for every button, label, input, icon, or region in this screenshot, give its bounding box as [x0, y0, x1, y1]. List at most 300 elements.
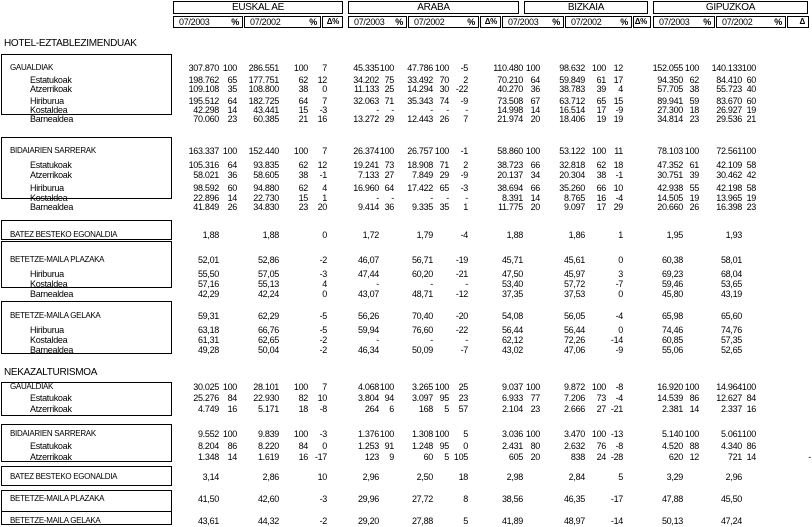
table-cell: 66,76 — [257, 325, 279, 335]
column-header-box — [173, 16, 243, 28]
table-cell: 10 — [317, 393, 327, 403]
table-cell: 4 — [322, 279, 327, 289]
table-cell: 29,20 — [357, 516, 379, 526]
table-cell: -12 — [455, 289, 468, 299]
table-cell: 1.253 — [357, 441, 379, 451]
percent-label: % — [309, 17, 317, 27]
table-cell: -2 — [319, 516, 327, 526]
table-cell: 29 — [439, 170, 449, 180]
table-cell: -3 — [460, 183, 468, 193]
table-cell: 64 — [298, 96, 308, 106]
table-cell: 108.800 — [248, 84, 279, 94]
table-cell: 21.974 — [497, 114, 523, 124]
table-cell: 64 — [227, 160, 237, 170]
table-cell: 100 — [379, 429, 394, 439]
table-cell: 100 — [741, 146, 756, 156]
table-cell: 100 — [684, 382, 699, 392]
table-cell: 62,29 — [257, 311, 279, 321]
table-cell: -8 — [615, 441, 623, 451]
table-cell: 16.960 — [353, 183, 379, 193]
table-cell: 1.308 — [411, 429, 433, 439]
table-cell: 30.462 — [716, 170, 742, 180]
table-cell: 54,08 — [501, 311, 523, 321]
table-cell: 1.619 — [257, 452, 279, 462]
table-cell: 40.270 — [497, 84, 523, 94]
table-cell: 9.872 — [563, 382, 585, 392]
table-cell: 26 — [689, 202, 699, 212]
group-title: GAUALDIAK — [10, 382, 54, 391]
region-header-euskal-ae: EUSKAL AE — [173, 1, 343, 14]
table-cell: 8 — [463, 494, 468, 504]
table-cell: 58.021 — [193, 170, 219, 180]
section-title: HOTEL-EZTABLEZIMENDUAK — [4, 38, 137, 49]
table-cell: 20 — [530, 202, 540, 212]
table-cell: -17 — [314, 452, 327, 462]
percent-label: % — [552, 17, 560, 27]
table-cell: 62 — [298, 75, 308, 85]
group-title: BETETZE-MAILA PLAZAKA — [10, 494, 105, 503]
table-cell: 14 — [530, 193, 540, 203]
table-cell: 59 — [689, 96, 699, 106]
table-cell: 55 — [689, 183, 699, 193]
table-cell: - — [430, 335, 433, 345]
table-cell: 23 — [458, 393, 468, 403]
table-cell: 1.348 — [197, 452, 219, 462]
table-cell: -21 — [610, 404, 623, 414]
table-cell: 66 — [596, 183, 606, 193]
table-cell: -1 — [319, 170, 327, 180]
table-cell: 2.666 — [563, 404, 585, 414]
table-cell: 76 — [596, 441, 606, 451]
table-cell: 12 — [317, 75, 327, 85]
table-cell: 39 — [596, 84, 606, 94]
table-cell: 55,06 — [661, 345, 683, 355]
table-cell: 84 — [746, 393, 756, 403]
table-cell: 63,18 — [197, 325, 219, 335]
table-cell: 61 — [689, 160, 699, 170]
table-cell: -22 — [455, 84, 468, 94]
table-cell: 46,35 — [563, 494, 585, 504]
table-cell: 89.941 — [657, 96, 683, 106]
table-cell: 60.385 — [253, 114, 279, 124]
table-cell: 42,60 — [257, 494, 279, 504]
table-cell: 38 — [298, 84, 308, 94]
table-cell: 16 — [746, 404, 756, 414]
row-label: Atzerrikoak — [30, 170, 72, 180]
table-cell: 13.272 — [353, 114, 379, 124]
table-cell: -4 — [615, 393, 623, 403]
table-cell: 1,88 — [262, 230, 279, 240]
table-cell: 73 — [596, 393, 606, 403]
table-cell: 1,72 — [362, 230, 379, 240]
table-cell: 64 — [530, 75, 540, 85]
table-cell: -19 — [455, 255, 468, 265]
table-cell: - — [465, 335, 468, 345]
percent-label: % — [774, 17, 782, 27]
table-cell: 17 — [596, 202, 606, 212]
group-box — [1, 241, 172, 288]
table-cell: -14 — [610, 335, 623, 345]
table-cell: - — [430, 105, 433, 115]
table-cell: 45,61 — [563, 255, 585, 265]
table-cell: 7 — [322, 63, 327, 73]
table-cell: 47.352 — [657, 160, 683, 170]
table-cell: 70 — [439, 75, 449, 85]
table-cell: 38 — [298, 170, 308, 180]
table-cell: 100 — [434, 146, 449, 156]
table-cell: - — [430, 279, 433, 289]
group-title: BETETZE-MAILA GELAKA — [10, 311, 101, 320]
period-label: 07/2003 — [508, 17, 539, 27]
table-cell: 23 — [746, 202, 756, 212]
table-cell: 2.381 — [661, 404, 683, 414]
group-title: BIDAIARIEN SARRERAK — [10, 146, 96, 155]
table-cell: 23 — [689, 114, 699, 124]
table-cell: 22.730 — [253, 193, 279, 203]
table-cell: 21 — [298, 114, 308, 124]
table-cell: 5.061 — [720, 429, 742, 439]
table-cell: 15 — [298, 105, 308, 115]
table-cell: 9.335 — [411, 202, 433, 212]
table-cell: 82 — [298, 393, 308, 403]
table-cell: 100 — [379, 63, 394, 73]
table-cell: 62 — [298, 160, 308, 170]
table-cell: 11.133 — [353, 84, 379, 94]
column-header-box — [322, 16, 343, 28]
table-cell: 34.202 — [353, 75, 379, 85]
table-cell: -5 — [319, 311, 327, 321]
table-cell: 14.998 — [497, 105, 523, 115]
table-cell: 43,19 — [720, 289, 742, 299]
table-cell: 152.440 — [248, 146, 279, 156]
table-cell: 35.260 — [559, 183, 585, 193]
table-cell: - — [391, 105, 394, 115]
table-cell: 27 — [384, 170, 394, 180]
table-cell: -14 — [610, 516, 623, 526]
table-cell: 620 — [668, 452, 683, 462]
table-cell: 100 — [525, 146, 540, 156]
table-cell: 80 — [530, 441, 540, 451]
table-cell: 34.830 — [253, 202, 279, 212]
table-cell: 28.101 — [253, 382, 279, 392]
table-cell: 105.316 — [188, 160, 219, 170]
percent-label: % — [620, 17, 628, 27]
table-cell: 12.627 — [716, 393, 742, 403]
row-label: Hiriburua — [30, 325, 64, 335]
delta-percent-label: Δ% — [326, 17, 339, 26]
table-cell: 9.552 — [197, 429, 219, 439]
table-cell: 41.849 — [193, 202, 219, 212]
table-cell: 57,05 — [257, 269, 279, 279]
table-cell: 9.097 — [563, 202, 585, 212]
table-cell: 43.441 — [253, 105, 279, 115]
table-cell: 60,85 — [661, 335, 683, 345]
column-header-box — [653, 16, 715, 28]
column-header-box — [408, 16, 479, 28]
table-cell: 88 — [689, 441, 699, 451]
table-cell: 26 — [439, 114, 449, 124]
table-cell: 48,71 — [411, 289, 433, 299]
table-cell: 163.337 — [188, 146, 219, 156]
table-cell: -28 — [610, 452, 623, 462]
table-cell: 11.775 — [497, 202, 523, 212]
table-cell: 14 — [689, 404, 699, 414]
table-cell: 50,04 — [257, 345, 279, 355]
table-cell: 16 — [596, 193, 606, 203]
table-cell: 100 — [525, 63, 540, 73]
table-cell: 100 — [741, 429, 756, 439]
table-cell: -21 — [455, 269, 468, 279]
table-cell: 58,01 — [720, 255, 742, 265]
table-cell: 100 — [591, 382, 606, 392]
table-cell: 38,56 — [501, 494, 523, 504]
table-cell: 47,50 — [501, 269, 523, 279]
table-cell: -9 — [615, 345, 623, 355]
table-cell: 36 — [227, 170, 237, 180]
table-cell: -17 — [610, 494, 623, 504]
table-cell: 47,44 — [357, 269, 379, 279]
table-cell: 56,44 — [501, 325, 523, 335]
table-cell: - — [376, 105, 379, 115]
table-cell: - — [391, 193, 394, 203]
table-cell: - — [465, 193, 468, 203]
group-title: BETETZE-MAILA PLAZAKA — [10, 255, 105, 264]
table-cell: 74,76 — [720, 325, 742, 335]
table-cell: - — [376, 279, 379, 289]
table-cell: 18 — [613, 160, 623, 170]
table-cell: 0 — [618, 289, 623, 299]
table-cell: 35 — [439, 202, 449, 212]
table-cell: -5 — [460, 63, 468, 73]
table-cell: 2,96 — [362, 472, 379, 482]
table-cell: 100 — [222, 382, 237, 392]
table-cell: 7 — [322, 146, 327, 156]
table-cell: 38.783 — [559, 84, 585, 94]
table-cell: 36 — [530, 84, 540, 94]
table-cell: 8.765 — [563, 193, 585, 203]
table-cell: 14.964 — [716, 382, 742, 392]
table-cell: 23 — [530, 404, 540, 414]
table-cell: 1,86 — [568, 230, 585, 240]
table-cell: 2,96 — [725, 472, 742, 482]
table-cell: 152.055 — [652, 63, 683, 73]
table-cell: 77 — [530, 393, 540, 403]
table-cell: 56,44 — [563, 325, 585, 335]
table-cell: 44,32 — [257, 516, 279, 526]
table-cell: 100 — [434, 429, 449, 439]
table-cell: 1.248 — [411, 441, 433, 451]
row-label: Barnealdea — [30, 114, 74, 124]
table-cell: 23 — [298, 202, 308, 212]
table-cell: 27 — [596, 404, 606, 414]
group-title: GAUALDIAK — [10, 63, 54, 72]
row-label: Kostaldea — [30, 193, 68, 203]
table-cell: 18.908 — [407, 160, 433, 170]
table-cell: 1 — [463, 202, 468, 212]
table-cell: 64 — [384, 183, 394, 193]
table-cell: 0 — [322, 230, 327, 240]
table-cell: 177.751 — [248, 75, 279, 85]
table-cell: 286.551 — [248, 63, 279, 73]
delta-percent-label: Δ% — [634, 17, 647, 26]
table-cell: 52,65 — [720, 345, 742, 355]
table-cell: -8 — [615, 382, 623, 392]
table-cell: 12 — [689, 452, 699, 462]
table-cell: 4.749 — [197, 404, 219, 414]
table-cell: 8.204 — [197, 441, 219, 451]
table-cell: - — [446, 193, 449, 203]
table-cell: 64 — [227, 96, 237, 106]
table-cell: 59.849 — [559, 75, 585, 85]
column-header-box — [565, 16, 632, 28]
table-cell: 14 — [530, 105, 540, 115]
table-cell: 83.670 — [716, 96, 742, 106]
table-cell: 86 — [227, 441, 237, 451]
table-cell: 7 — [322, 382, 327, 392]
table-cell: 94 — [384, 393, 394, 403]
table-cell: 5 — [463, 516, 468, 526]
table-cell: - — [465, 105, 468, 115]
table-cell: - — [446, 105, 449, 115]
table-cell: 17.422 — [407, 183, 433, 193]
table-cell: 0 — [618, 325, 623, 335]
table-cell: 20 — [317, 202, 327, 212]
table-cell: 47.786 — [407, 63, 433, 73]
table-cell: 1 — [322, 193, 327, 203]
table-cell: 7.206 — [563, 393, 585, 403]
table-cell: 100 — [379, 146, 394, 156]
table-cell: 55,50 — [197, 269, 219, 279]
row-label: Atzerrikoak — [30, 404, 72, 414]
table-cell: 70.060 — [193, 114, 219, 124]
period-label: 07/2002 — [414, 17, 445, 27]
table-cell: 838 — [570, 452, 585, 462]
table-cell: 721 — [727, 452, 742, 462]
table-cell: 32.063 — [353, 96, 379, 106]
table-cell: -1 — [460, 146, 468, 156]
table-cell: 100 — [741, 63, 756, 73]
table-cell: 1,95 — [666, 230, 683, 240]
table-cell: 38 — [689, 84, 699, 94]
table-cell: 55.723 — [716, 84, 742, 94]
table-cell: 100 — [591, 63, 606, 73]
table-cell: 100 — [525, 429, 540, 439]
table-cell: -20 — [455, 311, 468, 321]
table-cell: 2.632 — [563, 441, 585, 451]
table-cell: 58 — [746, 183, 756, 193]
table-cell: 86 — [746, 441, 756, 451]
table-cell: 57 — [458, 404, 468, 414]
table-cell: 100 — [293, 63, 308, 73]
table-cell: 38 — [596, 170, 606, 180]
table-cell: 16 — [298, 452, 308, 462]
table-cell: 195.512 — [188, 96, 219, 106]
table-cell: 110.480 — [493, 63, 523, 73]
table-cell: 94.880 — [253, 183, 279, 193]
table-cell: 47,06 — [563, 345, 585, 355]
table-cell: 19 — [596, 114, 606, 124]
table-cell: 66 — [530, 160, 540, 170]
table-cell: 71 — [439, 160, 449, 170]
table-cell: 27,72 — [411, 494, 433, 504]
table-cell: 14 — [227, 452, 237, 462]
row-label: Kostaldea — [30, 279, 68, 289]
table-cell: - — [430, 193, 433, 203]
table-cell: 0 — [322, 289, 327, 299]
table-cell: 47,88 — [661, 494, 683, 504]
table-cell: 5.140 — [661, 429, 683, 439]
table-cell: 100 — [434, 382, 449, 392]
percent-label: % — [231, 17, 239, 27]
table-cell: 62,12 — [501, 335, 523, 345]
row-label: Barnealdea — [30, 202, 74, 212]
table-cell: 3.097 — [411, 393, 433, 403]
table-cell: -9 — [460, 96, 468, 106]
table-cell: 198.762 — [188, 75, 219, 85]
table-cell: 19.241 — [353, 160, 379, 170]
column-header-box — [348, 16, 407, 28]
table-cell: 65,60 — [720, 311, 742, 321]
table-cell: 100 — [684, 146, 699, 156]
table-cell: 53,40 — [501, 279, 523, 289]
table-cell: 50,13 — [661, 516, 683, 526]
table-cell: -7 — [615, 279, 623, 289]
table-cell: 307.870 — [188, 63, 219, 73]
table-cell: 5 — [444, 404, 449, 414]
table-cell: 7 — [463, 114, 468, 124]
table-cell: 5 — [463, 429, 468, 439]
table-cell: 42.109 — [716, 160, 742, 170]
table-cell: 25 — [384, 84, 394, 94]
table-cell: 37,35 — [501, 289, 523, 299]
table-cell: 2 — [463, 75, 468, 85]
table-cell: 16 — [317, 114, 327, 124]
table-cell: 26.757 — [407, 146, 433, 156]
table-cell: 123 — [364, 452, 379, 462]
table-cell: -7 — [460, 345, 468, 355]
row-label: Hiriburua — [30, 183, 64, 193]
table-cell: 62 — [298, 183, 308, 193]
table-cell: 17 — [613, 75, 623, 85]
table-cell: 61,31 — [197, 335, 219, 345]
table-cell: 42 — [746, 170, 756, 180]
table-cell: -9 — [615, 105, 623, 115]
table-cell: 59,94 — [357, 325, 379, 335]
table-cell: 43,07 — [357, 289, 379, 299]
table-cell: 37,53 — [563, 289, 585, 299]
table-cell: 60,38 — [661, 255, 683, 265]
table-cell: 3.470 — [563, 429, 585, 439]
row-label: Estatukoak — [30, 160, 72, 170]
table-cell: 94.350 — [657, 75, 683, 85]
table-cell: 53.122 — [559, 146, 585, 156]
table-cell: 27,88 — [411, 516, 433, 526]
table-cell: 98.592 — [193, 183, 219, 193]
table-cell: 100 — [434, 63, 449, 73]
table-cell: 34.814 — [657, 114, 683, 124]
table-cell: 29,96 — [357, 494, 379, 504]
table-cell: 71 — [384, 96, 394, 106]
table-cell: 100 — [379, 382, 394, 392]
table-cell: 0 — [322, 441, 327, 451]
table-cell: 100 — [222, 146, 237, 156]
table-cell: 65,98 — [661, 311, 683, 321]
table-cell: 105 — [453, 452, 468, 462]
table-cell: 20.304 — [559, 170, 585, 180]
table-cell: 4.520 — [661, 441, 683, 451]
table-cell: 43,02 — [501, 345, 523, 355]
table-cell: 84 — [298, 441, 308, 451]
